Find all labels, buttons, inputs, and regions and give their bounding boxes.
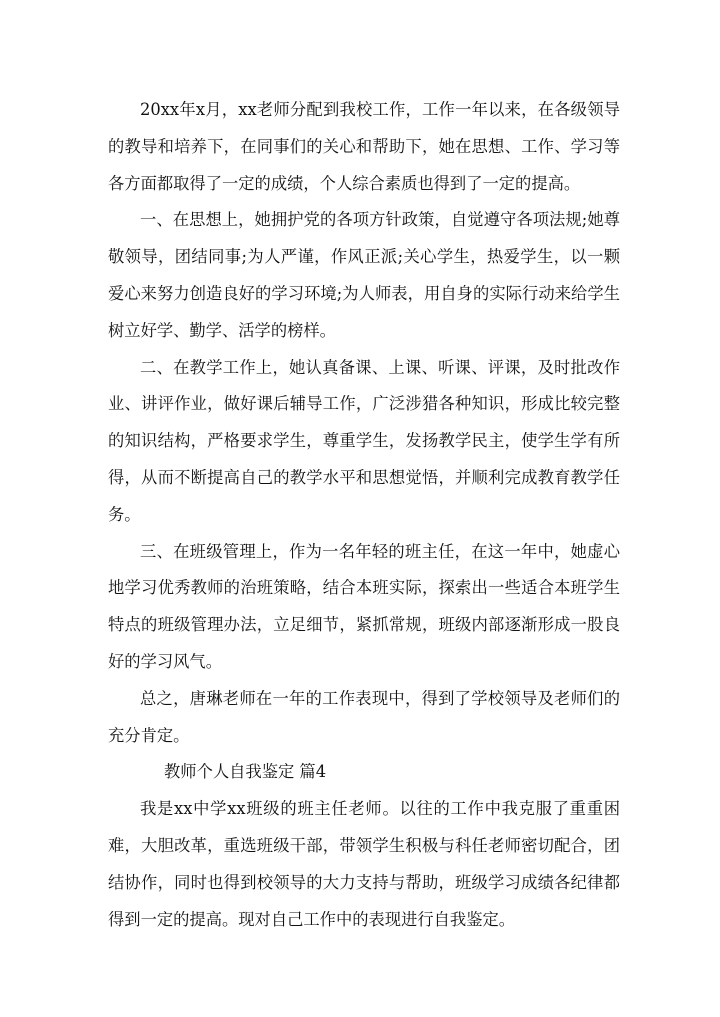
document-body xyxy=(108,92,620,938)
intro-paragraph: 20xx年x月，xx老师分配到我校工作，工作一年以来，在各级领导的教导和培养下，在同事们的关心和帮助下，她在思想、工作、学习等各方面都取得了一定的成绩，个人综合素质也得到了一定的提高。 xyxy=(108,100,620,193)
class-management-paragraph: 三、在班级管理上，作为一名年轻的班主任，在这一年中，她虚心地学习优秀教师的治班策略，结合本班实际，探索出一些适合本班学生特点的班级管理办法，立足细节，紧抓常规，班级内部逐渐形成一股良好的学习风气。 xyxy=(108,541,620,671)
thought-paragraph: 一、在思想上，她拥护党的各项方针政策，自觉遵守各项法规;她尊敬领导，团结同事;为人严谨，作风正派;关心学生，热爱学生，以一颗爱心来努力创造良好的学习环境;为人师表，用自身的实际行动来给学生树立好学、勤学、活学的榜样。 xyxy=(108,210,620,340)
section-heading: 教师个人自我鉴定 篇4 xyxy=(164,762,327,782)
teaching-paragraph: 二、在教学工作上，她认真备课、上课、听课、评课，及时批改作业、讲评作业，做好课后辅导工作，广泛涉猎各种知识，形成比较完整的知识结构，严格要求学生，尊重学生，发扬教学民主，使学生学有所得，从而不断提高自己的教学水平和思想觉悟，并顺利完成教育教学任务。 xyxy=(108,357,620,524)
summary-paragraph: 总之，唐琳老师在一年的工作表现中，得到了学校领导及老师们的充分肯定。 xyxy=(108,688,620,745)
section-paragraph: 我是xx中学xx班级的班主任老师。以往的工作中我克服了重重困难，大胆改革，重选班级干部，带领学生积极与科任老师密切配合，团结协作，同时也得到校领导的大力支持与帮助，班级学习成绩各纪律都得到一定的提高。现对自己工作中的表现进行自我鉴定。 xyxy=(108,799,620,929)
